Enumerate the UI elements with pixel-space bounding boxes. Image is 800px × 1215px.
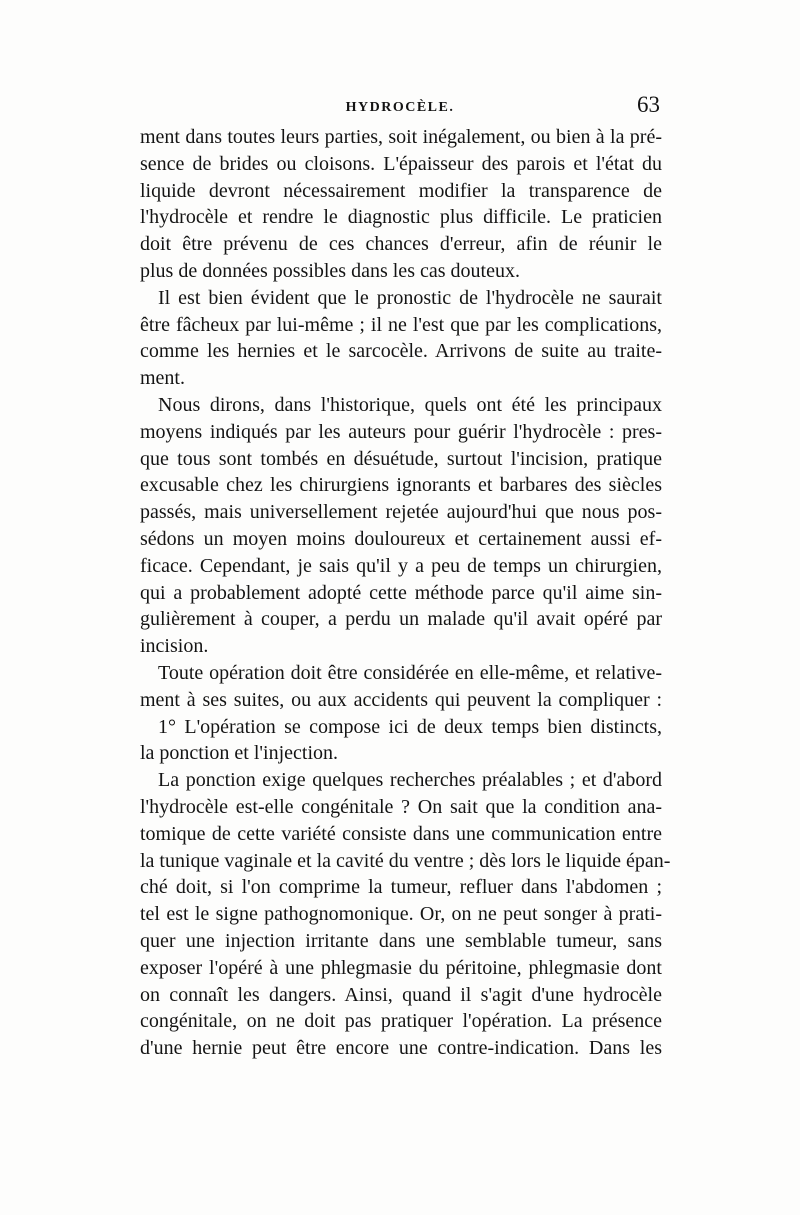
text-line: l'hydrocèle est-elle congénitale ? On sait que la condition ana- xyxy=(140,795,662,818)
text-line: être fâcheux par lui-même ; il ne l'est que par les complications, xyxy=(140,313,662,336)
text-line: Nous dirons, dans l'historique, quels ont été les principaux xyxy=(158,393,662,416)
text-line: ché doit, si l'on comprime la tumeur, refluer dans l'abdomen ; xyxy=(140,876,662,899)
text-line: La ponction exige quelques recherches préalables ; et d'abord xyxy=(158,769,662,792)
text-line: excusable chez les chirurgiens ignorants et barbares des siècles xyxy=(140,474,662,497)
text-line: la tunique vaginale et la cavité du ventre ; dès lors le liquide épan- xyxy=(140,849,671,872)
text-line: qui a probablement adopté cette méthode parce qu'il aime sin- xyxy=(140,581,662,604)
body-text xyxy=(140,124,671,1062)
running-head: HYDROCÈLE. xyxy=(345,100,455,115)
text-line: gulièrement à couper, a perdu un malade qu'il avait opéré par xyxy=(140,608,662,631)
text-line: Il est bien évident que le pronostic de l'hydrocèle ne saurait xyxy=(158,286,662,309)
text-line: ficace. Cependant, je sais qu'il y a peu de temps un chirurgien, xyxy=(140,554,662,577)
text-line: 1° L'opération se compose ici de deux temps bien distincts, xyxy=(158,715,662,738)
text-line: ment dans toutes leurs parties, soit inégalement, ou bien à la pré- xyxy=(140,126,662,148)
text-line: ment à ses suites, ou aux accidents qui peuvent la compliquer : xyxy=(140,688,662,711)
text-line: moyens indiqués par les auteurs pour guérir l'hydrocèle : pres- xyxy=(140,420,662,443)
page-header xyxy=(140,92,660,120)
text-line: quer une injection irritante dans une semblable tumeur, sans xyxy=(140,929,662,952)
text-line: liquide devront nécessairement modifier la transparence de xyxy=(140,179,662,202)
text-line: sédons un moyen moins douloureux et certainement aussi ef- xyxy=(140,527,662,550)
text-line: exposer l'opéré à une phlegmasie du péritoine, phlegmasie dont xyxy=(140,956,662,979)
text-line: sence de brides ou cloisons. L'épaisseur des parois et l'état du xyxy=(140,152,662,175)
text-line: que tous sont tombés en désuétude, surtout l'incision, pratique xyxy=(140,447,662,470)
text-line: d'une hernie peut être encore une contre-indication. Dans les xyxy=(140,1037,662,1060)
text-line: on connaît les dangers. Ainsi, quand il s'agit d'une hydrocèle xyxy=(140,983,662,1006)
page-number: 63 xyxy=(637,92,660,117)
text-line: incision. xyxy=(140,635,209,658)
text-line: ment. xyxy=(140,367,185,390)
text-line: la ponction et l'injection. xyxy=(140,742,338,765)
text-line: tel est le signe pathognomonique. Or, on ne peut songer à prati- xyxy=(140,903,662,926)
text-line: comme les hernies et le sarcocèle. Arrivons de suite au traite- xyxy=(140,340,662,363)
text-line: l'hydrocèle et rendre le diagnostic plus difficile. Le praticien xyxy=(140,206,662,229)
text-line: passés, mais universellement rejetée aujourd'hui que nous pos- xyxy=(140,501,662,524)
text-line: plus de données possibles dans les cas douteux. xyxy=(140,259,520,282)
text-line: congénitale, on ne doit pas pratiquer l'opération. La présence xyxy=(140,1010,662,1033)
text-line: Toute opération doit être considérée en elle-même, et relative- xyxy=(158,661,662,684)
text-line: doit être prévenu de ces chances d'erreur, afin de réunir le xyxy=(140,233,662,256)
text-line: tomique de cette variété consiste dans une communication entre xyxy=(140,822,662,845)
